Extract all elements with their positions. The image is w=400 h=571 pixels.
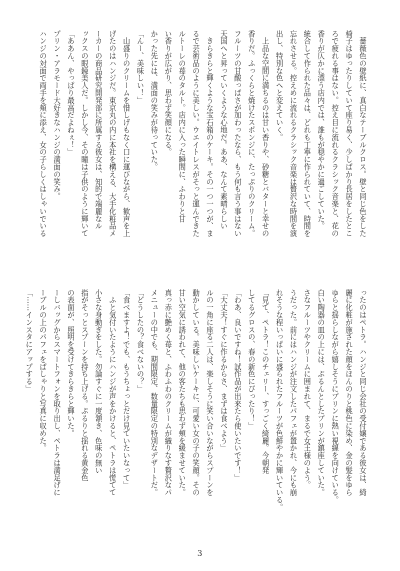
text-line: フルーツの甘酸っぱさが加わったなら、もう何も言う事はない xyxy=(233,30,243,238)
text-line: の表面が、照明を受けてきらきらと輝いた。 xyxy=(66,289,76,437)
text-line: 麗に化粧が施された顔をほんのりと桃色に染め、金の髪をゆら xyxy=(345,289,355,497)
text-line: 椅子はゆったりしていて座り易く、少しばかり長居をしたとこ xyxy=(345,30,355,238)
text-line: 真っ赤に艶めく苺と、ふわふわのクリームが織りなす贅沢なパ xyxy=(164,289,174,497)
text-line: 香りが仄かに漂う店内では、誰もが穏やかに過ごしていた。 xyxy=(317,30,327,230)
text-line: してるグロスの、春の新色にぴったり！」 xyxy=(247,289,257,430)
text-line: 「わあ、良いですね！試作品が出来たら使いたいです！」 xyxy=(233,289,243,482)
text-line: 「んー、美味しい！」 xyxy=(136,30,146,104)
text-line: 「大丈夫！すぐに作るからさ、まずは食べよう」 xyxy=(219,289,229,452)
text-line: ーブルの上のパフェをぱしゃりと写真に収めた。 xyxy=(39,289,49,452)
text-line: 統合して作られた品々は、どれも丁寧に作られていて、時間を xyxy=(303,30,313,238)
text-line: 「どうしたの？食べないの？」 xyxy=(136,289,146,393)
text-line: 動かしている。美味しいケーキに、可愛い女の子の笑顔。その xyxy=(192,289,202,497)
text-line: きらきらと輝くような宝石箱のケーキ。その一つ一つが、ま xyxy=(206,30,216,238)
text-line: るで芸術品のように美しい。ウエイトレスがそっと運んできた xyxy=(192,30,202,238)
text-line: 上品な空間に満ちるのは甘い香りや、砂糖とバターと幸せの xyxy=(261,30,271,238)
text-line: れそうな程いっぱいに盛られたフルーツが色鮮やかに輝いている。 xyxy=(275,289,285,511)
text-line: い香りが広がり、思わず笑顔になる。 xyxy=(164,30,174,156)
text-line: ーしバッグからスマートフォンを取り出し、ペトラは満足げに xyxy=(53,289,63,497)
text-line: ーカーの商品研究開発部に所属する彼女は、知的で端麗なル xyxy=(94,30,104,230)
text-line: 薔薇色の壁紙に、真白なテーブルクロス。壁と同じ色をした xyxy=(359,30,368,238)
text-line: げたのはハンジだ。東京丸の内に本社を構える、大手化粧品メ xyxy=(108,30,118,238)
text-line: ルトーレの苺のタルト。店内に入った瞬間に、ふわりと甘 xyxy=(178,30,188,223)
text-line: 天国へと昇っていくような心地だ。ああ、なんて素晴らしい xyxy=(219,30,229,230)
upper-text-block xyxy=(27,30,370,276)
text-line: 「見て、ペトラ！このチェリー、すっごく綺麗。今朝発 xyxy=(261,289,271,474)
text-line: ったのはペトラ。ハンジと同じ会社の受付嬢である彼女は、綺 xyxy=(359,289,368,497)
lower-text-block xyxy=(27,289,370,531)
text-line: ふと気付いたようにハンジが声をかけると、ペトラは慌てて xyxy=(108,289,118,497)
text-line: 「……インスタにアップする」 xyxy=(25,289,35,393)
text-line: 甘い空気に誘われて、他の客たちも思わず頬を緩ませていた。 xyxy=(178,289,188,497)
text-line: うだった。前にはハンジが注文したパフェが置かれ、今にも崩 xyxy=(289,289,299,497)
text-line: ルの一角に座る二人は、楽しそうに笑い合いながらスプーンを xyxy=(206,289,216,497)
text-line: さなフルーツやクリームに囲まれて、まるで女王様のよう。 xyxy=(303,289,313,489)
page-number: 3 xyxy=(197,549,203,558)
text-line: 小さな身動ぎをした。勿論すぐに一度頷き、色味の無い xyxy=(94,289,104,474)
text-line: 指がそっとスプーンを持ち上げる。ぷるりと揺れる黄金色 xyxy=(80,289,90,482)
text-line: 出し、特別な色へと変えていく。 xyxy=(275,30,285,141)
text-line: ろで疲れる事はない。控え目に流れるクラシック音楽と、花の xyxy=(331,30,341,238)
text-line: 「ああん、やっぱり最高だよねぇ！」 xyxy=(66,30,76,156)
text-line: 山盛りのクリームを惜しげもなく口に運びながら、歓声を上 xyxy=(122,30,132,238)
text-line: プリン・アラモード大好きなハンジの満面の笑み。 xyxy=(53,30,63,201)
text-line: ックスの眼鏡美人だ。しかし今、その瞳は子供のように輝いて xyxy=(80,30,90,238)
text-line: 忘れさせる。控えめに流れるクラシック音楽は贅沢な時間を演 xyxy=(289,30,299,238)
text-line: 香りだ。ふっくらと焼けたスポンジに、たっぷりのクリーム。 xyxy=(247,30,257,238)
text-line: ハンジの対面で両手を頬に添え、女の子らしくはしゃいでいる xyxy=(39,30,49,238)
text-line: 白い陶器の皿の上には、ぷるんとしたプリンが鎮座していた。 xyxy=(317,289,327,497)
text-line: ゆらと揺らしながら嬉しそうにプリンに熱い視線を向けている。 xyxy=(331,289,341,504)
text-line: 「食べますよ！でも、もうちょっとだけ見ていたいなって」 xyxy=(122,289,132,489)
text-line: メニューの中でも、期間限定、数量限定の特別なデザートだ。 xyxy=(150,289,160,497)
text-line: かった先には、満面の笑みが待っていた。 xyxy=(150,30,160,171)
